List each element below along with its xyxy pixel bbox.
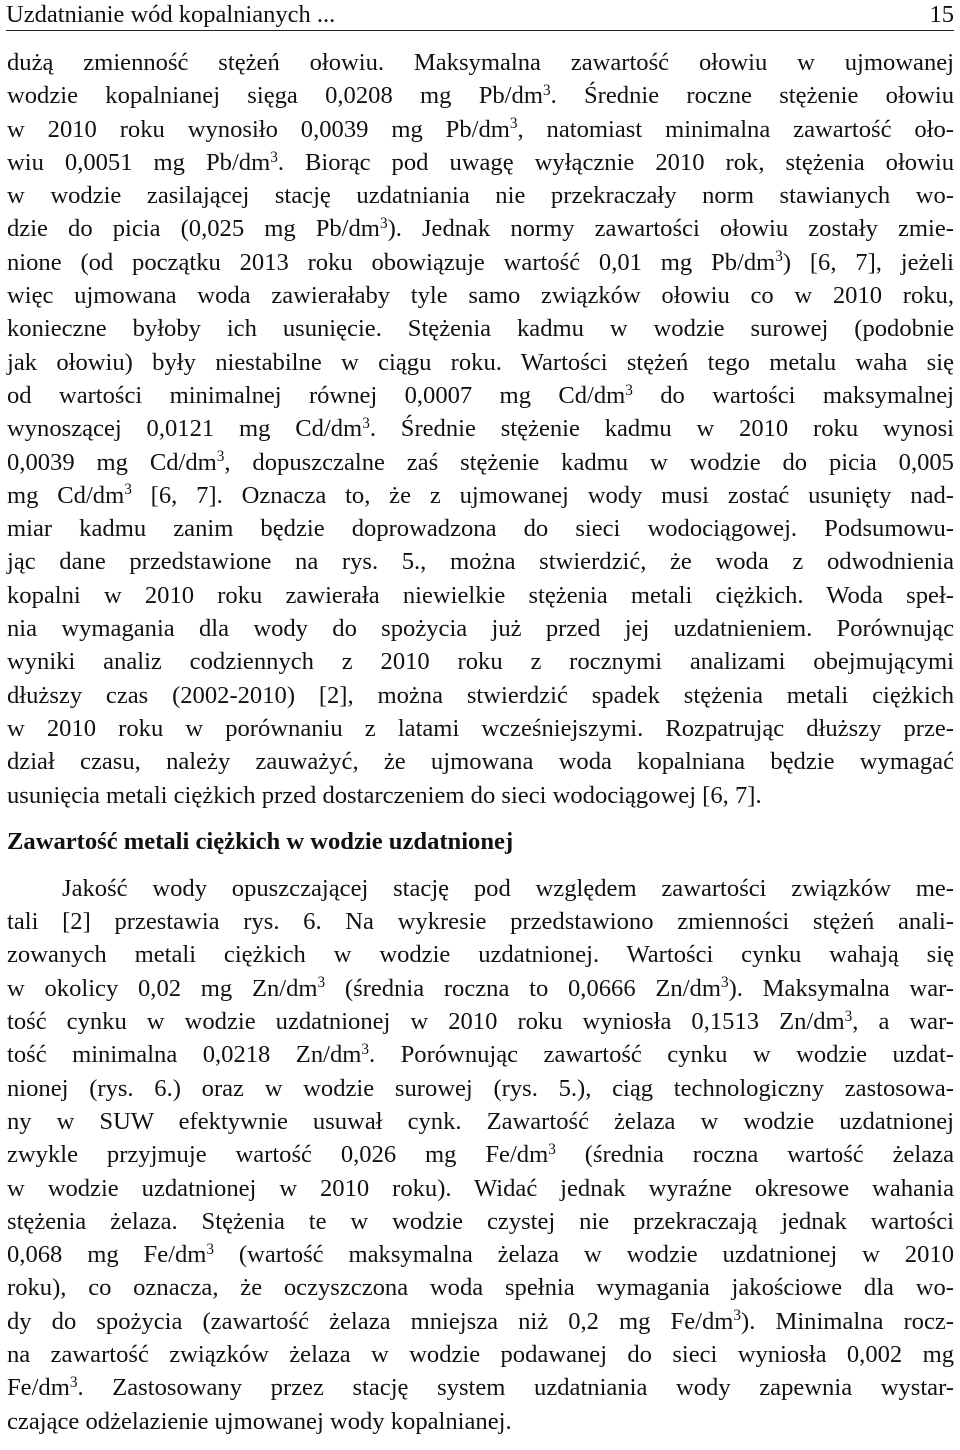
superscript: 3 — [69, 1373, 78, 1391]
text-line: 0,068 mg $Fe/dm^3$ (wartość maksymalna żelaza w wodzie uzdatnionej w 2010 — [7, 1240, 954, 1269]
text-line: dział czasu, należy zauważyć, że ujmowana woda kopalniana będzie wymagać — [7, 748, 954, 776]
superscript: 3 — [775, 248, 783, 266]
text-line: wodzie kopalnianej sięga 0,0208 mg $Pb/dm^3$. Średnie roczne stężenie ołowiu — [7, 81, 954, 110]
text-line: Jakość wody opuszczającej stację pod względem zawartości związków me- — [62, 874, 954, 902]
text-line: konieczne byłoby ich usunięcie. Stężenia kadmu w wodzie surowej (podobnie — [7, 315, 954, 343]
text-line: $Fe/dm^3$. Zastosowany przez stację system uzdatniania wody zapewnia wystar- — [7, 1373, 954, 1402]
text-line: w wodzie zasilającej stację uzdatniania nie przekraczały norm stawianych wo- — [7, 182, 954, 210]
text-line: usunięcia metali ciężkich przed dostarczeniem do sieci wodociągowej [6, 7]. — [7, 781, 762, 809]
paragraph-treated-water — [7, 872, 954, 1438]
superscript: 3 — [124, 481, 132, 499]
text-line: od wartości minimalnej równej 0,0007 mg $Cd/dm^3$ do wartości maksymalnej — [7, 381, 954, 409]
text-line: wynoszącej 0,0121 mg $Cd/dm^3$. Średnie stężenie kadmu w 2010 roku wynosi — [7, 414, 954, 443]
text-line: tali [2] przestawia rys. 6. Na wykresie przedstawiono zmienności stężeń anali- — [7, 908, 954, 936]
page-number: 15 — [929, 1, 954, 28]
paragraph-lead-cadmium — [7, 46, 954, 812]
text-line: dzie do picia (0,025 mg $Pb/dm^3$). Jednak normy zawartości ołowiu zostały zmie- — [7, 215, 954, 243]
text-line: dużą zmienność stężeń ołowiu. Maksymalna zawartość ołowiu w ujmowanej — [7, 49, 954, 76]
text-line: mg $Cd/dm^3$ [6, 7]. Oznacza to, że z ujmowanej wody musi zostać usunięty nad- — [7, 481, 954, 509]
text-line: w wodzie uzdatnionej w 2010 roku). Widać jednak wyraźne okresowe wahania — [7, 1174, 954, 1202]
superscript: 3 — [317, 974, 326, 992]
superscript: 3 — [548, 1140, 556, 1158]
superscript: 3 — [361, 1040, 369, 1058]
section-heading-wrap — [7, 812, 954, 872]
superscript: 3 — [379, 215, 388, 233]
superscript: 3 — [720, 974, 729, 992]
text-line: dy do spożycia (zawartość żelaza mniejsza niż 0,2 mg $Fe/dm^3$). Minimalna rocz- — [7, 1307, 954, 1335]
text-line: kopalni w 2010 roku zawierała niewielkie stężenia metali ciężkich. Woda speł- — [7, 581, 954, 609]
text-line: roku), co oznacza, że oczyszczona woda spełnia wymagania jakościowe dla wo- — [7, 1274, 954, 1302]
text-line: tość minimalna 0,0218 $Zn/dm^3$. Porównując zawartość cynku w wodzie uzdat- — [7, 1040, 954, 1069]
document-body — [7, 46, 954, 1438]
running-header — [6, 0, 954, 31]
text-line: nionej (rys. 6.) oraz w wodzie surowej (rys. 5.), ciąg technologiczny zastosowa- — [7, 1074, 954, 1102]
text-line: jak ołowiu) były niestabilne w ciągu roku. Wartości stężeń tego metalu waha się — [7, 348, 954, 376]
superscript: 3 — [362, 414, 370, 432]
text-line: zowanych metali ciężkich w wodzie uzdatnionej. Wartości cynku wahają się — [7, 941, 954, 969]
text-line: w 2010 roku w porównaniu z latami wcześniejszymi. Rozpatrując dłuższy prze- — [7, 714, 954, 742]
superscript: 3 — [844, 1007, 853, 1025]
superscript: 3 — [270, 148, 278, 166]
text-line: więc ujmowana woda zawierałaby tyle samo związków ołowiu co w 2010 roku, — [7, 282, 954, 310]
superscript: 3 — [625, 381, 633, 399]
text-line: ny w SUW efektywnie usuwał cynk. Zawartość żelaza w wodzie uzdatnionej — [7, 1107, 954, 1135]
running-header-title: Uzdatnianie wód kopalnianych ... — [6, 1, 336, 28]
superscript: 3 — [733, 1307, 742, 1325]
text-line: 0,0039 mg $Cd/dm^3$, dopuszczalne zaś stężenie kadmu w wodzie do picia 0,005 — [7, 448, 954, 476]
text-line: wiu 0,0051 mg $Pb/dm^3$. Biorąc pod uwagę wyłącznie 2010 rok, stężenia ołowiu — [7, 148, 954, 176]
superscript: 3 — [542, 81, 551, 99]
text-line: wyniki analiz codziennych z 2010 roku z rocznymi analizami obejmującymi — [7, 648, 954, 676]
text-line: nia wymagania dla wody do spożycia już przed jej uzdatnieniem. Porównując — [7, 615, 954, 643]
superscript: 3 — [509, 115, 518, 133]
text-line: nione (od początku 2013 roku obowiązuje wartość 0,01 mg $Pb/dm^3$) [6, 7], jeżeli — [7, 248, 954, 276]
text-line: jąc dane przedstawione na rys. 5., można stwierdzić, że woda z odwodnienia — [7, 548, 954, 576]
text-line: stężenia żelaza. Stężenia te w wodzie czystej nie przekraczają jednak wartości — [7, 1207, 954, 1235]
superscript: 3 — [206, 1240, 215, 1258]
text-line: czające odżelazienie ujmowanej wody kopalnianej. — [7, 1407, 512, 1435]
text-line: miar kadmu zanim będzie doprowadzona do sieci wodociągowej. Podsumowu- — [7, 515, 954, 543]
text-line: tość cynku w wodzie uzdatnionej w 2010 roku wyniosła 0,1513 $Zn/dm^3$, a war- — [7, 1007, 954, 1036]
text-line: zwykle przyjmuje wartość 0,026 mg $Fe/dm^3$ (średnia roczna wartość żelaza — [7, 1140, 954, 1169]
text-line: na zawartość związków żelaza w wodzie podawanej do sieci wyniosła 0,002 mg — [7, 1340, 954, 1368]
superscript: 3 — [216, 448, 225, 466]
section-heading: Zawartość metali ciężkich w wodzie uzdatnionej — [7, 827, 514, 855]
text-line: w 2010 roku wynosiło 0,0039 mg $Pb/dm^3$, natomiast minimalna zawartość oło- — [7, 115, 954, 143]
text-line: w okolicy 0,02 mg $Zn/dm^3$ (średnia roczna to 0,0666 $Zn/dm^3$). Maksymalna war- — [7, 974, 954, 1002]
text-line: dłuższy czas (2002-2010) [2], można stwierdzić spadek stężenia metali ciężkich — [7, 681, 954, 709]
